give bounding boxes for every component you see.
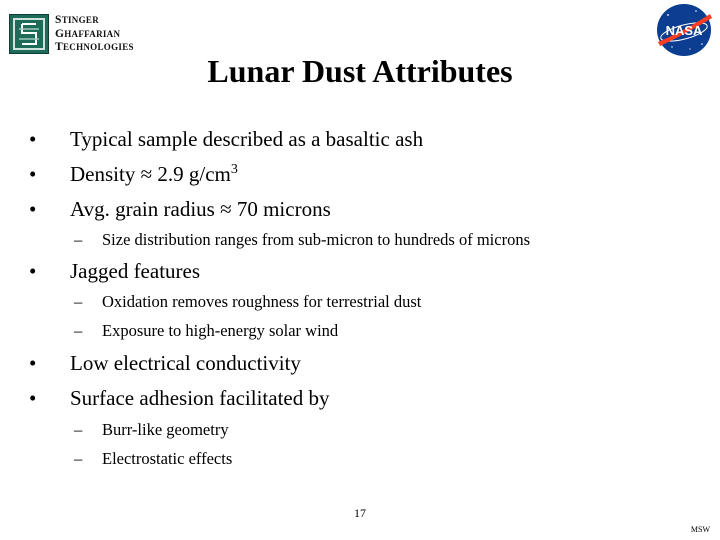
- bullet-text: Avg. grain radius ≈ 70 microns: [70, 197, 331, 221]
- bullet-marker: •: [29, 259, 37, 283]
- nasa-logo: [652, 2, 716, 58]
- page-number: 17: [354, 506, 366, 520]
- sub-bullet-marker: –: [74, 292, 83, 311]
- sub-bullet-text: Exposure to high-energy solar wind: [102, 321, 339, 340]
- sub-bullet-marker: –: [74, 449, 83, 468]
- bullet-text: Jagged features: [70, 259, 201, 283]
- sub-bullet-marker: –: [74, 230, 83, 249]
- author-initials: MSW: [690, 525, 710, 534]
- nasa-logo-text: NASA: [665, 23, 703, 38]
- bullet-marker: •: [29, 351, 37, 375]
- density-exponent: 3: [230, 162, 238, 177]
- bullet-marker: •: [29, 386, 37, 410]
- logo-line-3: TECHNOLOGIES: [55, 41, 134, 53]
- sub-bullet-text: Size distribution ranges from sub-micron to hundreds of microns: [102, 230, 531, 249]
- sgt-logo-text: [55, 14, 134, 55]
- density-text: Density ≈ 2.9 g/cm: [70, 162, 231, 186]
- sub-bullet-text: Electrostatic effects: [102, 449, 233, 468]
- bullet-text: Surface adhesion facilitated by: [70, 386, 330, 410]
- logo-line-1: STINGER: [55, 14, 100, 26]
- bullet-text: Typical sample described as a basaltic ash: [70, 127, 424, 151]
- sub-bullet-marker: –: [74, 321, 83, 340]
- bullet-marker: •: [29, 127, 37, 151]
- sub-bullet-marker: –: [74, 420, 83, 439]
- bullet-marker: •: [29, 197, 37, 221]
- slide-title: Lunar Dust Attributes: [207, 53, 513, 89]
- logo-line-2: GHAFFARIAN: [55, 27, 121, 40]
- bullet-text: [70, 162, 238, 186]
- sub-bullet-text: Oxidation removes roughness for terrestrial dust: [102, 292, 422, 311]
- bullet-marker: •: [29, 162, 37, 186]
- sgt-logo-mark: [9, 14, 49, 54]
- bullet-text: Low electrical conductivity: [70, 351, 301, 375]
- sgt-logo: [9, 14, 139, 58]
- sub-bullet-text: Burr-like geometry: [102, 420, 229, 439]
